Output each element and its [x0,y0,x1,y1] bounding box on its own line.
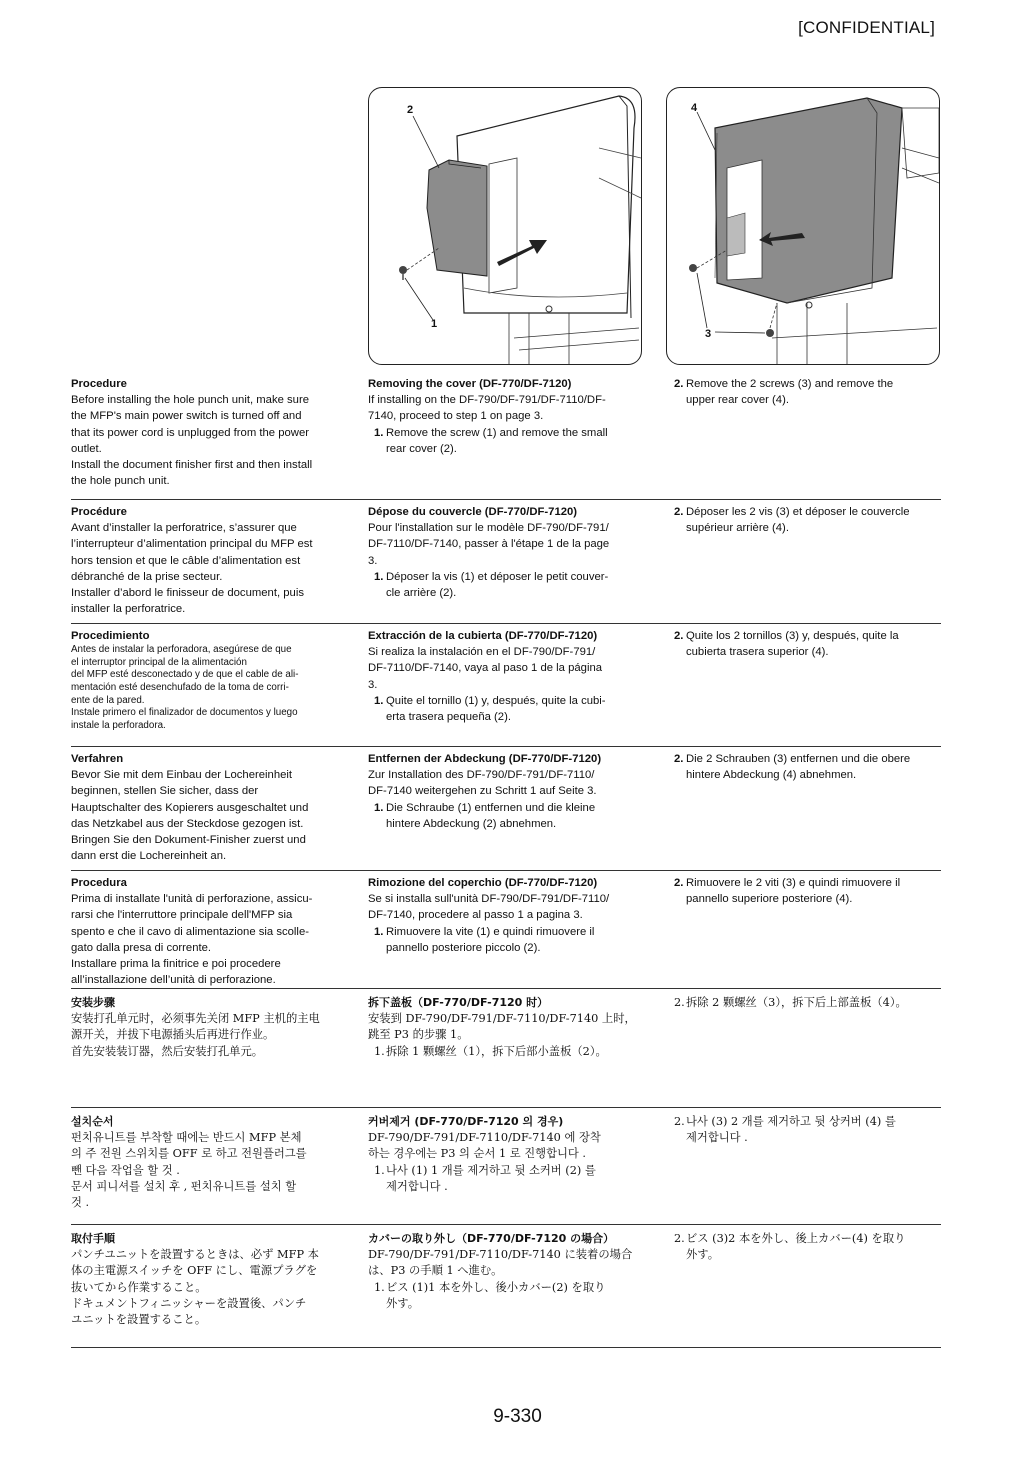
step-2-column [674,504,944,536]
text-line: rear cover (2). [386,442,457,455]
step-2-column [674,628,944,660]
procedure-title: 取付手順 [71,1232,115,1245]
text-line: Before installing the hole punch unit, make sure [71,394,310,407]
text-line: hors tension et que le câble d’alimentation est [71,554,301,567]
procedure-column [71,504,351,617]
procedure-column [71,751,351,864]
text-line: 의 주 전원 스위치를 OFF 로 하고 전원플러그를 [71,1147,307,1161]
text-line: DF-7140, procedere al passo 1 a pagina 3. [368,909,583,922]
section-english [71,376,941,500]
text-line: ビス (1)1 本を外し、後小カバー(2) を取り [386,1280,606,1294]
step-number: 1. [374,925,384,938]
step-number: 2. [674,630,684,642]
finisher-drawing-1 [369,88,641,364]
cover-removal-column [368,751,653,832]
text-line: the hole punch unit. [71,475,170,488]
text-line: 外す。 [686,1248,719,1262]
procedure-title: Procedure [71,378,127,390]
text-line: 跳至 P3 的步骤 1。 [368,1028,469,1042]
text-line: 뺀 다음 작업을 할 것 . [71,1163,180,1177]
text-line: 安装到 DF-790/DF-791/DF-7110/DF-7140 上时， [368,1012,636,1026]
text-line: Hauptschalter des Kopierers ausgeschaltet und [71,801,309,814]
text-line: all’installazione dell’unità di perforazione. [71,974,276,987]
step-1 [374,569,653,601]
step-1 [374,924,653,956]
procedure-column [71,1114,351,1211]
procedure-column [71,995,351,1060]
text-line: 拆除 2 颗螺丝（3），拆下后上部盖板（4）。 [686,996,907,1009]
text-line: Se si installa sull'unità DF-790/DF-791/DF-7110/ [368,893,610,906]
step-1 [374,1280,653,1312]
section-chinese [71,989,941,1108]
text-line: ドキュメントフィニッシャーを設置後、パンチ [71,1296,307,1310]
step-number: 2. [674,1232,685,1245]
step-number: 1. [374,1280,385,1294]
page-number: 9-330 [493,1406,542,1427]
text-line: pannello posteriore piccolo (2). [386,941,541,954]
cover-removal-title: Extracción de la cubierta (DF-770/DF-7120) [368,630,598,642]
text-line: Remove the screw (1) and remove the small [386,426,608,439]
step-number: 2. [674,1115,685,1128]
procedure-column [71,875,351,988]
cover-removal-column [368,376,653,457]
section-french [71,500,941,624]
step-2-column [674,751,944,783]
text-line: rarsi che l'interruttore principale dell'MFP sia [71,909,293,922]
procedure-column [71,1231,351,1328]
text-line: Avant d’installer la perforatrice, s’assurer que [71,522,297,535]
step-2 [674,1114,944,1146]
section-italian [71,871,941,989]
procedure-column [71,376,351,489]
text-line: 外す。 [386,1296,419,1310]
text-line: Prima di installate l'unità di perforazione, assicu- [71,893,313,906]
cover-removal-column [368,1114,653,1195]
step-2 [674,875,944,907]
text-line: supérieur arrière (4). [686,522,789,535]
text-line: Déposer les 2 vis (3) et déposer le couvercle [686,506,910,518]
text-line: 나사 (3) 2 개를 제거하고 뒷 상커버 (4) 를 [686,1115,896,1128]
text-line: hintere Abdeckung (2) abnehmen. [386,817,557,830]
step-2 [674,1231,944,1263]
step-number: 2. [674,506,684,518]
text-line: Zur Installation des DF-790/DF-791/DF-7110/ [368,769,595,782]
step-2 [674,504,944,536]
text-line: 펀치유니트를 부착할 때에는 반드시 MFP 본체 [71,1131,302,1145]
cover-removal-title: カバーの取り外し（DF-770/DF-7120 の場合） [368,1232,615,1245]
text-line: Installare prima la finitrice e poi procedere [71,958,281,971]
text-line: cubierta trasera superior (4). [686,646,829,659]
cover-removal-title: 커버제거 (DF-770/DF-7120 의 경우) [368,1115,564,1128]
procedure-title: 설치순서 [71,1115,114,1128]
cover-removal-column [368,995,653,1060]
text-line: outlet. [71,442,102,455]
text-line: 제거합니다 . [686,1131,748,1145]
step-number: 1. [374,426,384,439]
step-1 [374,425,653,457]
text-line: cle arrière (2). [386,587,457,600]
step-number: 1. [374,570,384,583]
text-line: that its power cord is unplugged from the power [71,426,309,439]
text-line: 安装打孔单元时，必须事先关闭 MFP 主机的主电 [71,1012,320,1026]
text-line: Quite los 2 tornillos (3) y, después, quite la [686,630,899,642]
section-japanese [71,1225,941,1348]
text-line: 3. [368,554,378,567]
step-2 [674,995,944,1011]
step-number: 2. [674,378,684,390]
finisher-drawing-2 [667,88,939,364]
callout-1: 1 [431,318,438,330]
text-line: Instale primero el finalizador de documentos y luego [71,707,298,719]
step-2-column [674,995,944,1011]
text-line: pannello superiore posteriore (4). [686,893,853,906]
step-2-column [674,376,944,408]
cover-removal-title: 拆下盖板（DF-770/DF-7120 时） [368,996,549,1009]
callout-4: 4 [691,102,698,114]
step-2-column [674,1114,944,1146]
text-line: ユニットを設置すること。 [71,1313,207,1327]
text-line: débranché de la prise secteur. [71,570,223,583]
text-line: DF-7110/DF-7140, passer à l'étape 1 de la page [368,538,610,551]
text-line: ビス (3)2 本を外し、後上カバー(4) を取り [686,1232,906,1245]
step-1 [374,1044,653,1060]
cover-removal-column [368,875,653,956]
step-1 [374,693,653,725]
cover-removal-title: Entfernen der Abdeckung (DF-770/DF-7120) [368,753,602,765]
text-line: 문서 피니셔를 설치 후 , 펀치유니트를 설치 할 [71,1179,297,1193]
text-line: l’interrupteur d’alimentation principal du MFP est [71,538,313,551]
procedure-title: Verfahren [71,753,124,765]
text-line: installer la perforatrice. [71,603,186,616]
step-number: 1. [374,1163,385,1177]
text-line: 体の主電源スイッチを OFF にし、電源プラグを [71,1264,318,1278]
text-line: は、P3 の手順 1 へ進む。 [368,1264,503,1278]
text-line: Remove the 2 screws (3) and remove the [686,378,894,390]
text-line: 源开关，并拔下电源插头后再进行作业。 [71,1028,275,1042]
step-number: 2. [674,753,684,765]
text-line: 拆除 1 颗螺丝（1），拆下后部小盖板（2）。 [386,1044,607,1058]
step-number: 2. [674,996,685,1009]
procedure-title: Procédure [71,506,127,518]
callout-3: 3 [705,328,712,340]
text-line: DF-790/DF-791/DF-7110/DF-7140 에 장착 [368,1131,601,1145]
text-line: Antes de instalar la perforadora, asegúrese de que [71,644,292,656]
text-line: Pour l'installation sur le modèle DF-790/DF-791/ [368,522,609,535]
text-line: erta trasera pequeña (2). [386,711,511,724]
step-1 [374,1163,653,1195]
text-line: DF-7110/DF-7140, vaya al paso 1 de la página [368,662,603,675]
cover-removal-title: Rimozione del coperchio (DF-770/DF-7120) [368,877,598,889]
text-line: 하는 경우에는 P3 의 순서 1 로 진행합니다 . [368,1147,586,1161]
step-2-column [674,875,944,907]
step-number: 1. [374,694,384,707]
callout-2: 2 [407,104,414,116]
text-line: del MFP esté desconectado y de que el cable de ali- [71,669,299,681]
text-line: gato dalla presa di corrente. [71,941,212,954]
text-line: DF-790/DF-791/DF-7110/DF-7140 に装着の場合 [368,1248,633,1262]
text-line: hintere Abdeckung (4) abnehmen. [686,769,857,782]
text-line: Die Schraube (1) entfernen und die kleine [386,801,596,814]
section-spanish [71,624,941,747]
section-german [71,747,941,871]
text-line: das Netzkabel aus der Steckdose gezogen ist. [71,817,304,830]
text-line: ente de la pared. [71,694,145,706]
cover-removal-column [368,628,653,725]
text-line: spento e che il cavo di alimentazione sia scolle- [71,925,309,938]
text-line: 나사 (1) 1 개를 제거하고 뒷 소커버 (2) 를 [386,1163,596,1177]
text-line: mentación esté desenchufado de la toma de corri- [71,681,289,693]
text-line: Install the document finisher first and then install [71,459,313,472]
illustration-small-rear-cover [368,87,642,365]
text-line: Bevor Sie mit dem Einbau der Lochereinheit [71,769,293,782]
text-line: DF-7140 weitergehen zu Schritt 1 auf Seite 3. [368,785,597,798]
confidential-label: [CONFIDENTIAL] [798,18,935,37]
cover-removal-column [368,1231,653,1312]
text-line: 3. [368,678,378,691]
text-line: dann erst die Lochereinheit an. [71,850,227,863]
procedure-title: 安装步骤 [71,996,115,1009]
text-line: the MFP's main power switch is turned off and [71,410,302,423]
step-2 [674,751,944,783]
procedure-title: Procedura [71,877,127,889]
text-line: 제거합니다 . [386,1179,448,1193]
step-2 [674,628,944,660]
text-line: 7140, proceed to step 1 on page 3. [368,410,544,423]
step-1 [374,800,653,832]
procedure-column [71,628,351,732]
cover-removal-column [368,504,653,601]
text-line: If installing on the DF-790/DF-791/DF-7110/DF- [368,394,606,407]
step-2 [674,376,944,408]
text-line: Rimuovere le 2 viti (3) e quindi rimuovere il [686,877,901,889]
illustration-upper-rear-cover [666,87,940,365]
text-line: el interruptor principal de la alimentación [71,656,247,668]
step-number: 1. [374,1044,385,1058]
text-line: 抜いてから作業すること。 [71,1280,207,1294]
text-line: Rimuovere la vite (1) e quindi rimuovere il [386,925,595,938]
text-line: Quite el tornillo (1) y, después, quite la cubi- [386,694,606,707]
step-number: 2. [674,877,684,889]
text-line: Déposer la vis (1) et déposer le petit couver- [386,570,609,583]
text-line: upper rear cover (4). [686,394,789,407]
text-line: instale la perforadora. [71,719,166,731]
section-korean [71,1108,941,1225]
step-number: 1. [374,801,384,814]
text-line: beginnen, stellen Sie sicher, dass der [71,785,259,798]
text-line: Installer d’abord le finisseur de document, puis [71,587,304,600]
text-line: Die 2 Schrauben (3) entfernen und die obere [686,753,911,765]
step-2-column [674,1231,944,1263]
text-line: Bringen Sie den Dokument-Finisher zuerst und [71,834,306,847]
text-line: 것 . [71,1196,90,1210]
cover-removal-title: Dépose du couvercle (DF-770/DF-7120) [368,506,578,518]
text-line: Si realiza la instalación en el DF-790/DF-791/ [368,646,596,659]
text-line: 首先安装装订器，然后安装打孔单元。 [71,1044,264,1058]
procedure-title: Procedimiento [71,630,150,642]
cover-removal-title: Removing the cover (DF-770/DF-7120) [368,378,572,390]
text-line: パンチユニットを設置するときは、必ず MFP 本 [71,1248,319,1262]
instruction-table [71,376,941,1348]
